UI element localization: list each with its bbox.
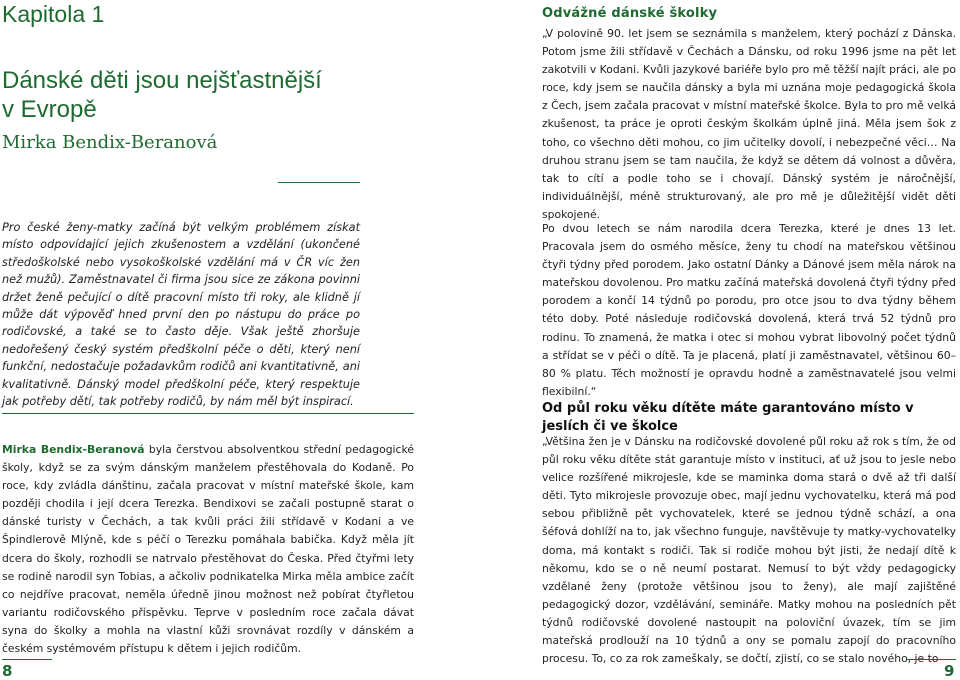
paragraph-1-text: „V polovině 90. let jsem se seznámila s manželem, který pochází z Dánska. Potom jsme žili střídavě v Čechách a Dánsku, od roku 1996 jsme na pět let zakotvili v Kodani. Kvůli jazykové bariéře bylo pro mě těžší najít práci, ale po roce, kdy jsem se naučila dánsky a byla mi uznána moje pedagogická škola z Čech, jsem začala pracovat v místní mateřské školce. Byla to pro mě velká zkušenost, ta práce je oproti českým školkám úplně jiná. Měla jsem šok z toho, co všechno děti mohou, co jim učitelky dovolí, i nebezpečné věci… Na druhou stranu jsem se tam naučila, že když se dětem dá volnost a důvěra, tak to cítí a podle toho se i chovají. Dánský systém je náročnější, individuálnější, méně strukturovaný, ale pro mě je důležitější vidět děti spokojené.: [542, 27, 956, 221]
intro-text-part-2: Zaměstnavatel či firma jsou sice ze zákona povinni držet ženě pečující o dítě pracovní místo tři roky, ale klidně jí může dát výpověď hned první den po nástupu do práce po rodičovské, a také se to často děje. Však ještě zhoršuje nedořešený český systém předškolní péče o děti, který není funkční, nedostačuje požadavkům rodičů ani kvantitativně, ani kvalitativně. Dánský model předškolní péče, který respektuje jak potřeby dětí, tak potřeby rodičů, by nám měl být inspirací.: [2, 273, 360, 409]
intro-paragraph: [2, 219, 360, 410]
title-divider: [278, 182, 360, 183]
intro-text-part-1: Pro české ženy-matky začíná být velkým problémem získat místo odpovídající jejich zkušenostem a vzdělání (ukončené středoškolské nebo vysokoškolské vzdělání má v ČR víc žen než mužů).: [2, 221, 360, 287]
intro-divider: [2, 413, 414, 414]
page-number-rule-right: [906, 659, 956, 660]
author-byline: Mirka Bendix-Beranová: [2, 132, 218, 153]
article-title-line-2: v Evropě: [2, 96, 97, 123]
paragraph-3: [542, 433, 956, 668]
article-title-line-1: Dánské děti jsou nejšťastnější: [2, 67, 322, 94]
page-number-right: 9: [944, 662, 955, 680]
page-number-left: 8: [2, 662, 13, 680]
paragraph-2: [542, 220, 956, 401]
article-title: [2, 66, 322, 124]
bio-text: byla čerstvou absolventkou střední pedagogické školy, když se za svým dánským manželem přestěhovala do Kodaně. Po roce, kdy zvládla dánštinu, začala pracovat v místní mateřské škole, kam později chodila i její dcera Terezka. Bendixovi se začali postupně starat o dánské turisty v Čechách, a tak kvůli práci žili střídavě v Kodani a ve Špindlerově Mlýně, kde s péčí o Terezku pomáhala babička. Když měla jít dcera do školy, rozhodli se natrvalo přestěhovat do Česka. Před čtyřmi lety se rodině narodil syn Tobias, a ačkoliv podnikatelka Mirka měla ambice začít co nejdříve pracovat, neměla úředně jinou možnost než pobírat čtyřletou variantu rodičovského příspěvku. Teprve v posledním roce začala dávat syna do školky a mohla na vlastní kůži srovnávat rozdíly v dánském a českém systémovém přístupu k dětem i jejich rodičům.: [2, 443, 415, 656]
section-heading-garance: Od půl roku věku dítěte máte garantováno místo v jeslích či ve školce: [542, 401, 914, 434]
paragraph-2-text: Po dvou letech se nám narodila dcera Terezka, které je dnes 13 let. Pracovala jsem do osmého měsíce, ženy tu chodí na mateřskou většinou čtyři týdny před porodem. Jako ostatní Dánky a Dánové jsem měla nárok na mateřskou dovolenou. Pro matku začíná mateřská dovolená čtyři týdny před porodem a končí 14 týdnů po porodu, pro otce jsou to dva týdny během této doby. Poté následuje rodičovská dovolená, která trvá 52 týdnů pro rodinu. To znamená, že matka i otec si mohou vybrat libovolný počet týdnů a střídat se v péči o dítě. Ta je placená, platí ji zaměstnavatel, většinou 60–80 % platu. Těch možností je opravdu hodně a zaměstnavatelé jsou velmi flexibilní.“: [542, 222, 956, 398]
paragraph-3-text: „Většina žen je v Dánsku na rodičovské dovolené půl roku až rok s tím, že od půl roku věku dítěte stát garantuje místo v instituci, ať už jsou to jesle nebo velice rozšířené mikrojesle, kde se maminka doma stará o dvě až tři další děti. Tyto mikrojesle provozuje obec, mají jednu vychovatelku, která má pod sebou přibližně pět vychovatelek, které se jednou týdně schází, a ona šéfová dohlíží na to, jak všechno funguje, navštěvuje ty matky-vychovatelky doma, má kontakt s rodiči. Tak si rodiče mohou být jisti, že nedají dítě k někomu, kdo se o ně neumí postarat. Nemusí to být vždy pedagogicky vzdělané ženy (protože většinou jsou to ženy), ale mají zajištěné pedagogický dozor, vzdělávání, semináře. Matky mohou na posledních pět týdnů rodičovské dovolené nastoupit na poloviční úvazek, tím se jim mateřská prodlouží na 10 týdnů a ony se pomalu zapojí do pracovního procesu. To, co za rok zameškaly, se dočtí, zjistí, co se stalo nového, je to: [542, 435, 956, 666]
section-heading-odvazne: Odvážné dánské školky: [542, 6, 718, 21]
page-number-rule-left: [2, 659, 52, 660]
bio-author-name: Mirka Bendix-Beranová: [2, 443, 145, 456]
chapter-label: Kapitola 1: [2, 1, 105, 27]
author-bio: [2, 441, 414, 658]
paragraph-1: [542, 25, 956, 224]
